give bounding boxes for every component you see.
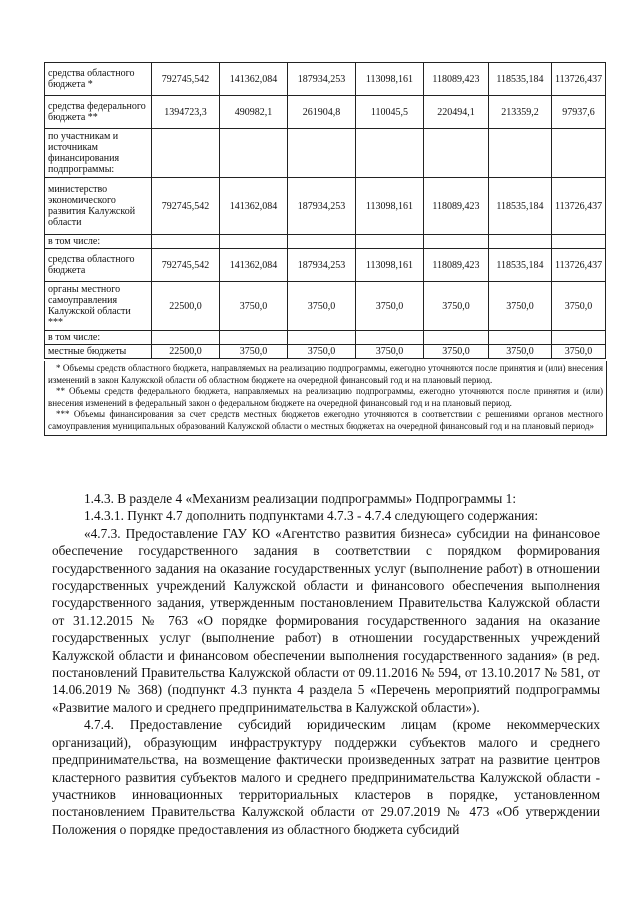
table-cell: 118089,423: [424, 63, 489, 96]
table-cell: [356, 129, 424, 178]
table-cell: 113098,161: [356, 249, 424, 282]
row-label: средства федерального бюджета **: [45, 96, 152, 129]
table-row: [45, 63, 606, 96]
table-cell: 141362,084: [220, 178, 288, 235]
table-cell: 261904,8: [288, 96, 356, 129]
table-row: [45, 282, 606, 331]
table-cell: 118089,423: [424, 249, 489, 282]
table-row: [45, 345, 606, 359]
table-row: [45, 129, 606, 178]
table-cell: 97937,6: [552, 96, 606, 129]
table-cell: 3750,0: [489, 345, 552, 359]
table-cell: 213359,2: [489, 96, 552, 129]
table-cell: 792745,542: [152, 178, 220, 235]
table-cell: 3750,0: [220, 345, 288, 359]
table-cell: 3750,0: [220, 282, 288, 331]
table-cell: 141362,084: [220, 249, 288, 282]
table-row: [45, 331, 606, 345]
table-cell: 3750,0: [356, 345, 424, 359]
paragraph: «4.7.3. Предоставление ГАУ КО «Агентство развития бизнеса» субсидии на финансовое обеспечение государственного задания в соответствии с порядком формирования государственного задания на оказание государственных услуг (выполнение работ) в отношении государственных учреждений Калужской области и финансового обеспечения выполнения государственного задания, утвержденным постановлением Правительства Калужской области от 31.12.2015 № 763 «О порядке формирования государственного задания на оказание государственных услуг (выполнение работ) в отношении государственных учреждений Калужской области и финансовом обеспечении выполнения государственного задания» (в ред. постановлений Правительства Калужской области от 09.11.2016 № 594, от 13.10.2017 № 581, от 14.06.2019 № 368) (подпункт 4.3 пункта 4 раздела 5 «Перечень мероприятий подпрограммы «Развитие малого и среднего предпринимательства в Калужской области»).: [52, 525, 600, 715]
table-cell: [220, 331, 288, 345]
table-cell: [152, 235, 220, 249]
table-cell: 3750,0: [288, 345, 356, 359]
table-cell: [288, 129, 356, 178]
table-cell: [356, 235, 424, 249]
table-cell: [489, 129, 552, 178]
table-cell: 3750,0: [552, 345, 606, 359]
table-cell: 3750,0: [288, 282, 356, 331]
table-body: [45, 63, 606, 359]
table-cell: [152, 129, 220, 178]
table-cell: [552, 129, 606, 178]
table-cell: 3750,0: [424, 345, 489, 359]
table-cell: 113098,161: [356, 178, 424, 235]
footnote-regional: * Объемы средств областного бюджета, направляемых на реализацию подпрограммы, ежегодно уточняются после принятия и (или) внесения изменений в закон Калужской области об областном бюджете на очередной финансовый год и на плановый период.: [48, 363, 603, 385]
table-cell: [152, 331, 220, 345]
table-cell: 220494,1: [424, 96, 489, 129]
table-cell: 118089,423: [424, 178, 489, 235]
table-cell: 22500,0: [152, 282, 220, 331]
table-row: [45, 178, 606, 235]
table-cell: 3750,0: [356, 282, 424, 331]
table-cell: [288, 235, 356, 249]
footnote-federal: ** Объемы средств федерального бюджета, направляемых на реализацию подпрограммы, ежегодно уточняются после принятия и (или) внесения изменений в федеральный закон о федеральном бюджете на очередной финансовый год и на плановый период.: [48, 386, 603, 408]
table-cell: 141362,084: [220, 63, 288, 96]
table-cell: [356, 331, 424, 345]
table-footnotes: [44, 361, 607, 436]
table-cell: [489, 331, 552, 345]
row-label: в том числе:: [45, 331, 152, 345]
table-cell: 187934,253: [288, 249, 356, 282]
table-cell: 3750,0: [489, 282, 552, 331]
row-label: органы местного самоуправления Калужской области ***: [45, 282, 152, 331]
row-label: средства областного бюджета: [45, 249, 152, 282]
table-cell: 490982,1: [220, 96, 288, 129]
table-cell: 22500,0: [152, 345, 220, 359]
table-row: [45, 235, 606, 249]
paragraph: 4.7.4. Предоставление субсидий юридическим лицам (кроме некоммерческих организаций), образующим инфраструктуру поддержки субъектов малого и среднего предпринимательства, на возмещение фактически произведенных затрат на развитие центров кластерного развития субъектов малого и среднего предпринимательства Калужской области - участников инновационных территориальных кластеров в порядке, установленном постановлением Правительства Калужской области от 29.07.2019 № 473 «Об утверждении Положения о порядке предоставления из областного бюджета субсидий: [52, 717, 600, 837]
row-label: в том числе:: [45, 235, 152, 249]
table-row: [45, 249, 606, 282]
table-cell: 118535,184: [489, 249, 552, 282]
table-cell: [424, 331, 489, 345]
table-cell: 118535,184: [489, 178, 552, 235]
body-text: [52, 490, 600, 838]
table-cell: 187934,253: [288, 63, 356, 96]
table-cell: [220, 235, 288, 249]
table-cell: 792745,542: [152, 63, 220, 96]
footnote-local: *** Объемы финансирования за счет средств местных бюджетов ежегодно уточняются в соответствии с решениями органов местного самоуправления муниципальных образований Калужской области о местных бюджетах на очередной финансовый год и на плановый период»: [48, 409, 603, 431]
table-cell: 1394723,3: [152, 96, 220, 129]
table-cell: 113726,437: [552, 249, 606, 282]
row-label: местные бюджеты: [45, 345, 152, 359]
table-cell: 3750,0: [552, 282, 606, 331]
table-cell: 187934,253: [288, 178, 356, 235]
table-cell: 792745,542: [152, 249, 220, 282]
table-cell: [424, 235, 489, 249]
table-cell: 113726,437: [552, 63, 606, 96]
table-cell: 3750,0: [424, 282, 489, 331]
table-cell: [288, 331, 356, 345]
funding-table: [44, 62, 606, 359]
row-label: министерство экономического развития Калужской области: [45, 178, 152, 235]
table-cell: [424, 129, 489, 178]
table-cell: 113726,437: [552, 178, 606, 235]
row-label: по участникам и источникам финансирования подпрограммы:: [45, 129, 152, 178]
table-cell: [220, 129, 288, 178]
paragraph: 1.4.3.1. Пункт 4.7 дополнить подпунктами 4.7.3 - 4.7.4 следующего содержания:: [84, 508, 539, 524]
table-cell: [489, 235, 552, 249]
paragraph: 1.4.3. В разделе 4 «Механизм реализации подпрограммы» Подпрограммы 1:: [84, 491, 517, 506]
table-cell: 118535,184: [489, 63, 552, 96]
row-label: средства областного бюджета *: [45, 63, 152, 96]
table-cell: [552, 331, 606, 345]
table-cell: [552, 235, 606, 249]
table-cell: 110045,5: [356, 96, 424, 129]
table-row: [45, 96, 606, 129]
table-cell: 113098,161: [356, 63, 424, 96]
